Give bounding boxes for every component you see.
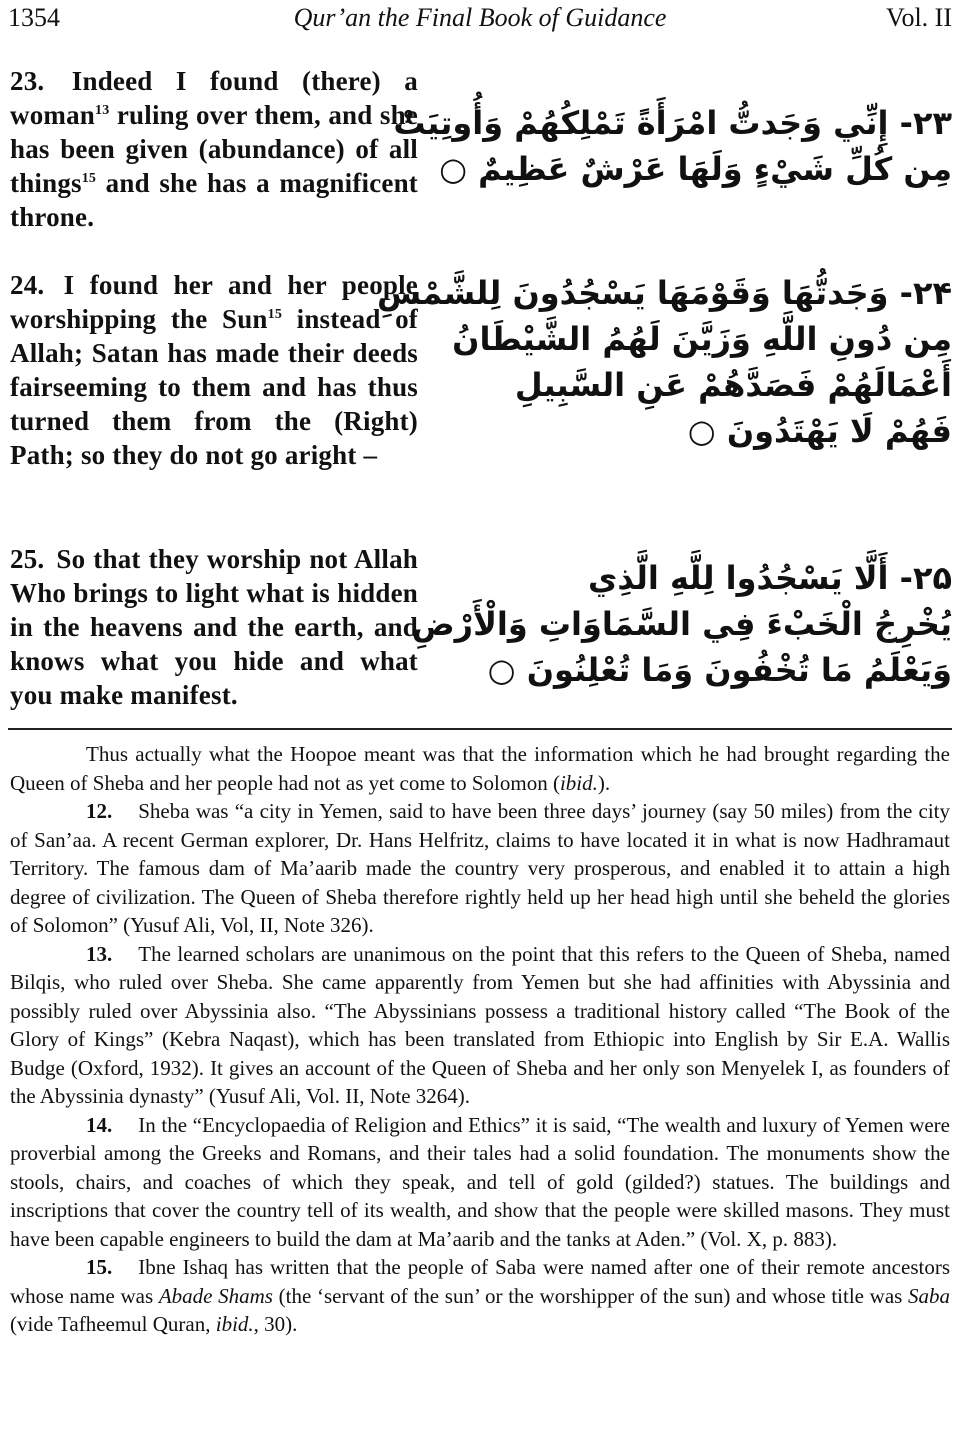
page-number: 1354: [8, 3, 60, 32]
running-title: Qur’an the Final Book of Guidance: [293, 3, 667, 32]
note-15: 15. Ibne Ishaq has written that the people of Saba were named after one of their remote ancestors whose name was Abade Shams (the ‘servant of the sun’ or the worshipper of the sun) and whose title was Saba (vide Tafheemul Quran, ibid., 30).: [10, 1255, 950, 1336]
note-12: 12. Sheba was “a city in Yemen, said to have been three days’ journey (say 50 miles) from the city of San’aa. A recent German explorer, Dr. Hans Helfritz, claims to have located it in what is now Hadhramaut Territory. The famous dam of Ma’aarib made the country very prosperous, and enabled it to attain a high degree of civilization. The Queen of Sheba therefore rightly held up her head high until she beheld the glories of Solomon” (Yusuf Ali, Vol, II, Note 326).: [10, 799, 950, 937]
verse-24-arabic: ۲۴- وَجَدتُّهَا وَقَوْمَهَا يَسْجُدُونَ لِلشَّمْسِ مِن دُونِ اللَّهِ وَزَيَّنَ لَهُمُ الشَّيْطَانُ أَعْمَالَهُمْ فَصَدَّهُمْ عَنِ السَّبِيلِ فَهُمْ لَا يَهْتَدُونَ ○: [376, 274, 952, 450]
note-number: 15.: [86, 1255, 113, 1279]
verse-23-translation: 23. Indeed I found (there) a woman$^{13}$ ruling over them, and she has been given (abundance) of all things$^{15}$ and she has a magnificent throne.: [10, 66, 418, 232]
page-header: [8, 0, 952, 36]
note-number: 12.: [86, 799, 113, 823]
note-intro: Thus actually what the Hoopoe meant was that the information which he had brought regarding the Queen of Sheba and her people had not as yet come to Solomon (ibid.).: [10, 742, 950, 795]
verse-number: 24.: [10, 270, 45, 300]
verse-number: 25.: [10, 544, 45, 574]
note-14: 14. In the “Encyclopaedia of Religion and Ethics” it is said, “The wealth and luxury of Yemen were proverbial among the Greeks and Romans, and their tales had a solid foundation. The monuments show the stools, chairs, and coaches of which they speak, and tell of gold (gilded?) statues. The buildings and inscriptions that cover the country tell of its wealth, and show that the people were skilled masons. They must have been capable engineers to build the dam at Ma’aarib and the tanks at Aden.” (Vol. X, p. 883).: [10, 1112, 950, 1251]
section-divider: [8, 728, 952, 730]
verse-25-arabic: ۲۵- أَلَّا يَسْجُدُوا لِلَّهِ الَّذِي يُخْرِجُ الْخَبْءَ فِي السَّمَاوَاتِ وَالْأَرْضِ وَيَعْلَمُ مَا تُخْفُونَ وَمَا تُعْلِنُونَ ○: [411, 559, 952, 689]
note-number: 14.: [86, 1112, 113, 1137]
note-13: 13. The learned scholars are unanimous on the point that this refers to the Queen of Sheba, named Bilqis, who ruled over Sheba. She came apparently from Yemen but she had affinities with Abyssinia and possibly ruled over Abyssinia also. “The Abyssinians possess a traditional history called “The Book of the Glory of Kings” (Kebra Naqast), which has been translated from Ethiopic into English by Sir E.A. Wallis Budge (Oxford, 1932). It gives an account of the Queen of Sheba and her only son Menyelek I, as founders of the Abyssinia dynasty” (Yusuf Ali, Vol. II, Note 3264).: [10, 941, 950, 1108]
verse-23-arabic: ۲۳- إِنِّي وَجَدتُّ امْرَأَةً تَمْلِكُهُمْ وَأُوتِيَتْ مِن كُلِّ شَيْءٍ وَلَهَا عَرْشٌ عَظِيمٌ ○: [393, 104, 952, 188]
volume-label: Vol. II: [886, 3, 952, 32]
note-number: 13.: [86, 941, 113, 966]
verse-24-translation: 24. I found her and her people worshipping the Sun$^{15}$ instead of Allah; Satan has made their deeds fairseeming to them and has thus turned them from the (Right) Path; so they do not go aright –: [10, 270, 418, 470]
verse-number: 23.: [10, 66, 45, 96]
footnote-ref[interactable]: 15: [81, 171, 97, 186]
verse-25-translation: 25. So that they worship not Allah Who brings to light what is hidden in the heavens and the earth, and knows what you hide and what you make manifest.: [10, 544, 418, 710]
footnote-ref[interactable]: 15: [267, 307, 283, 322]
footnote-ref[interactable]: 13: [95, 103, 110, 118]
footnotes: [10, 740, 950, 1339]
